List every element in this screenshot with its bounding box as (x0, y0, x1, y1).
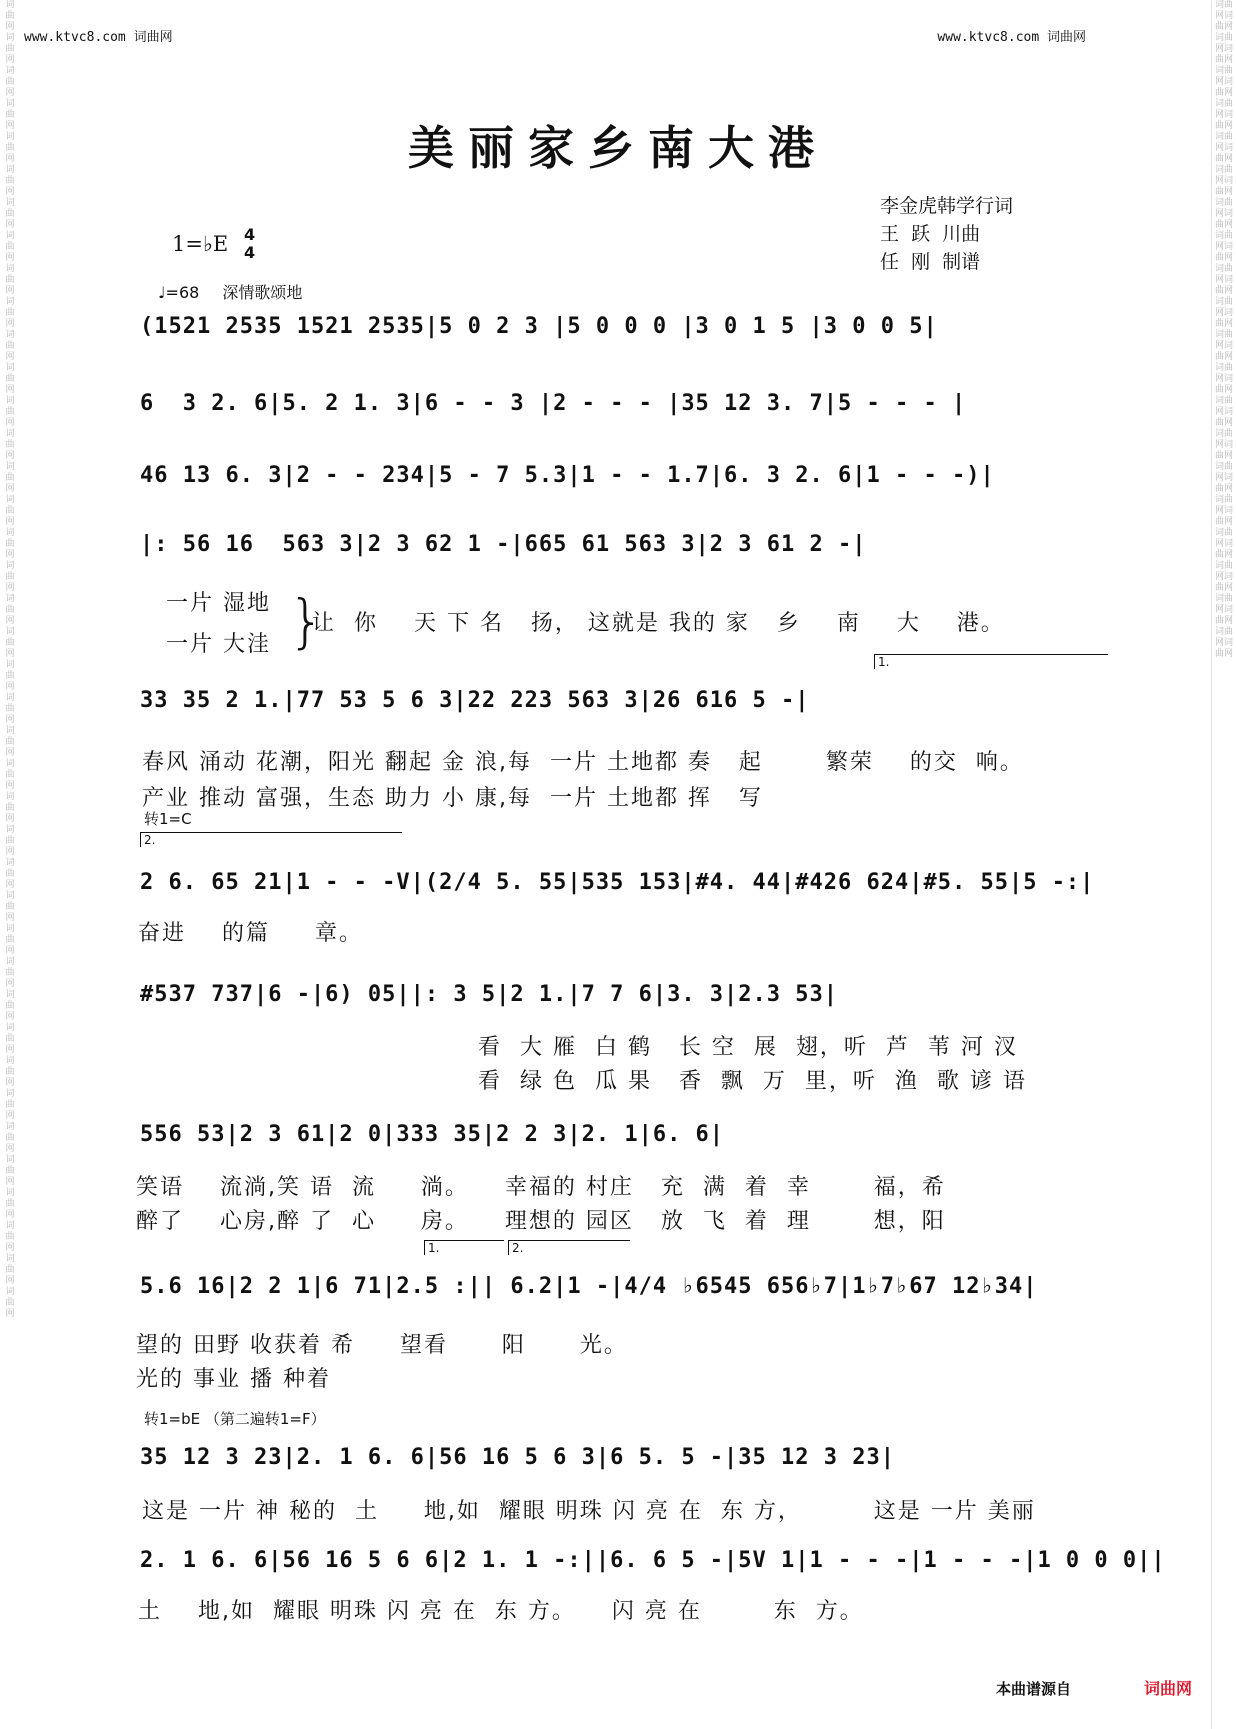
staff-line-7: #537 737|6 -|6) 05||: 3 5|2 1.|7 7 6|3. 3|2.3 53| (140, 982, 839, 1007)
volta-bracket-4: 2. (508, 1240, 630, 1255)
lyric-line-d2: 看 绿 色 瓜 果 香 飘 万 里，听 渔 歌 谚 语 (478, 1069, 1027, 1094)
modulation-to-c: 转1=C (144, 810, 192, 828)
lyric-line-a-shared: 让 你 天 下 名 扬， 这就是 我的 家 乡 南 大 港。 (312, 611, 1005, 636)
site-url-right[interactable]: www.ktvc8.com 词曲网 (937, 30, 1086, 45)
modulation-to-be: 转1=bE （第二遍转1=F） (144, 1410, 326, 1428)
mood-mark: 深情歌颂地 (222, 283, 303, 302)
staff-line-6: 2 6. 65 21|1 - - -V|(2/4 5. 55|535 153|#4. 44|#426 624|#5. 55|5 -:| (140, 870, 1095, 895)
volta-bracket-3: 1. (424, 1240, 504, 1255)
volta-bracket-1: 1. (874, 654, 1108, 669)
lyric-line-d1: 看 大 雁 白 鹤 长 空 展 翅，听 芦 苇 河 汊 (478, 1035, 1018, 1060)
lyric-line-f2: 光的 事业 播 种着 (136, 1367, 331, 1392)
song-title: 美丽家乡南大港 (408, 121, 828, 175)
staff-line-9: 5.6 16|2 2 1|6 71|2.5 :|| 6.2|1 -|4/4 ♭6545 656♭7|1♭7♭67 12♭34| (140, 1274, 1038, 1299)
lyric-line-e1: 笑语 流淌,笑 语 流 淌。 幸福的 村庄 充 满 着 幸 福，希 (136, 1175, 946, 1200)
margin-rule (1211, 0, 1212, 1729)
volta-bracket-2: 2. (140, 832, 402, 847)
side-watermark-left: 词曲网词曲网词曲网词曲网词曲网词曲网词曲网词曲网词曲网词曲网词曲网词曲网词曲网词曲网词曲网词曲网词曲网词曲网词曲网词曲网词曲网词曲网词曲网词曲网词曲网词曲网词曲网词曲网词曲网词曲网词曲网词曲网词曲网词曲网词曲网词曲网词曲网词曲网词曲网词曲网 (5, 0, 15, 1319)
time-sig-top: 4 (244, 225, 256, 244)
staff-line-5: 33 35 2 1.|77 53 5 6 3|22 223 563 3|26 616 5 -| (140, 688, 810, 713)
key-signature: 1=♭E (172, 232, 229, 256)
lyric-line-e2: 醉了 心房,醉 了 心 房。 理想的 园区 放 飞 着 理 想，阳 (136, 1209, 946, 1234)
staff-line-10: 35 12 3 23|2. 1 6. 6|56 16 5 6 3|6 5. 5 -|35 12 3 23| (140, 1445, 895, 1470)
time-sig-bottom: 4 (244, 243, 256, 262)
lyricist-credit: 李金虎韩学行词 (880, 195, 1014, 217)
lyric-line-b1: 春风 涌动 花潮，阳光 翻起 金 浪,每 一片 土地都 奏 起 繁荣 的交 响。 (142, 750, 1024, 775)
staff-line-2: 6 3 2. 6|5. 2 1. 3|6 - - 3 |2 - - - |35 12 3. 7|5 - - - | (140, 391, 967, 416)
staff-line-3: 46 13 6. 3|2 - - 234|5 - 7 5.3|1 - - 1.7|6. 3 2. 6|1 - - -)| (140, 463, 995, 488)
lyric-line-c: 奋进 的篇 章。 (138, 921, 363, 946)
lyric-line-g: 这是 一片 神 秘的 土 地,如 耀眼 明珠 闪 亮 在 东 方， 这是 一片 美丽 (142, 1499, 1036, 1524)
tempo-mark: ♩=68 (158, 283, 200, 302)
lyric-line-b2: 产业 推动 富强，生态 助力 小 康,每 一片 土地都 挥 写 (142, 786, 763, 811)
credits-block (880, 192, 1013, 276)
footer-brand-link[interactable]: 词曲网 (1144, 1679, 1193, 1698)
side-watermark-right: 词曲网词曲网词曲网词曲网词曲网词曲网词曲网词曲网词曲网词曲网词曲网词曲网词曲网词曲网词曲网词曲网词曲网词曲网词曲网词曲网词曲网词曲网词曲网词曲网词曲网词曲网词曲网词曲网词曲网词曲网词曲网词曲网词曲网词曲网词曲网词曲网词曲网词曲网词曲网词曲网 (1214, 0, 1233, 659)
site-url-left[interactable]: www.ktvc8.com 词曲网 (24, 30, 173, 45)
tempo-marking (158, 280, 302, 303)
footer-source-label: 本曲谱源自 (996, 1680, 1072, 1698)
staff-line-11: 2. 1 6. 6|56 16 5 6 6|2 1. 1 -:||6. 6 5 -|5V 1|1 - - -|1 - - -|1 0 0 0|| (140, 1548, 1166, 1573)
staff-line-1: (1521 2535 1521 2535|5 0 2 3 |5 0 0 0 |3 0 1 5 |3 0 0 5| (140, 314, 938, 339)
staff-line-4: |: 56 16 563 3|2 3 62 1 -|665 61 563 3|2 3 61 2 -| (140, 532, 867, 557)
lyric-line-f1: 望的 田野 收获着 希 望看 阳 光。 (136, 1333, 628, 1358)
composer-credit: 王 跃 川曲 (880, 223, 981, 245)
lyric-line-a2: 一片 大洼 (166, 632, 271, 657)
time-signature (244, 226, 255, 262)
lyric-line-a1: 一片 湿地 (166, 591, 271, 616)
arranger-credit: 任 刚 制谱 (880, 251, 981, 273)
staff-line-8: 556 53|2 3 61|2 0|333 35|2 2 3|2. 1|6. 6| (140, 1122, 725, 1147)
lyric-brace: } (288, 587, 325, 655)
lyric-line-h: 土 地,如 耀眼 明珠 闪 亮 在 东 方。 闪 亮 在 东 方。 (138, 1599, 864, 1624)
